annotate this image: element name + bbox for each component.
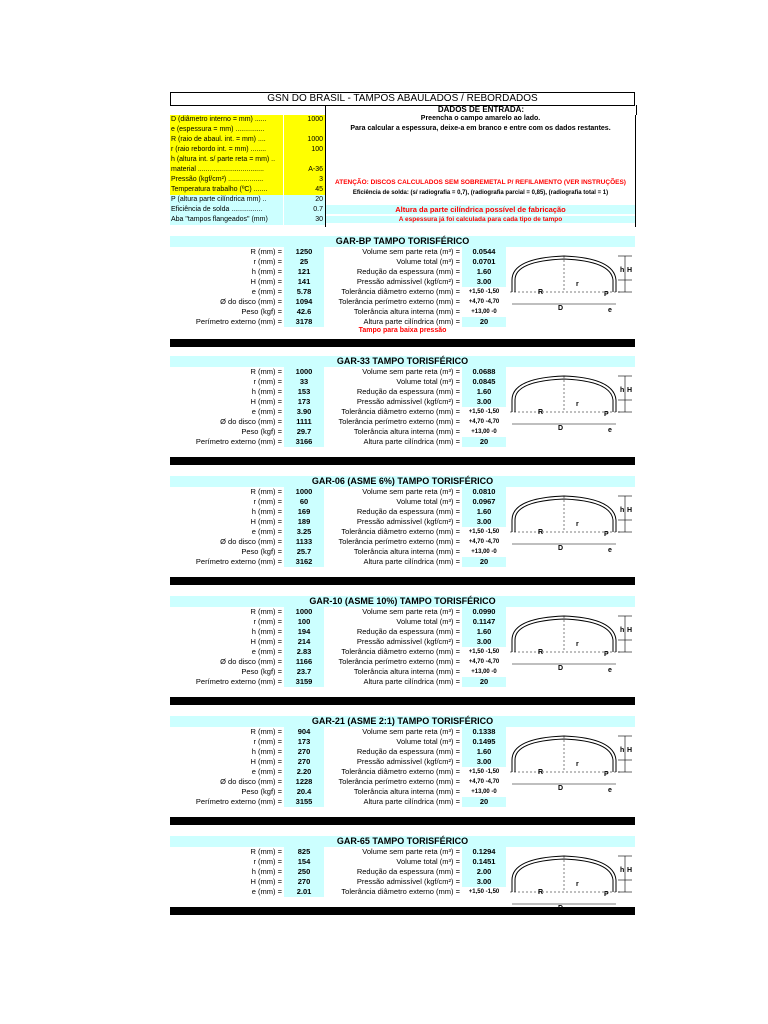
result-label: Volume sem parte reta (m³) =: [362, 247, 460, 256]
section-divider: [170, 339, 635, 347]
param-value: 3166: [284, 437, 324, 447]
result-label: Tolerância perímetro externo (mm) =: [338, 657, 460, 666]
svg-text:r: r: [576, 641, 579, 648]
result-value: 2.00: [462, 867, 506, 877]
result-label: Pressão admissível (kgf/cm²) =: [356, 757, 460, 766]
param-label: R (mm) =: [250, 607, 282, 616]
input-label: e (espessura = mm) ...............: [170, 125, 283, 135]
param-label: Perímetro externo (mm) =: [195, 437, 282, 446]
param-value: 214: [284, 637, 324, 647]
param-label: r (mm) =: [253, 737, 282, 746]
param-value: 2.20: [284, 767, 324, 777]
param-value: 100: [284, 617, 324, 627]
result-label: Volume total (m³) =: [396, 257, 460, 266]
section-title: GAR-06 (ASME 6%) TAMPO TORISFÉRICO: [170, 476, 635, 487]
param-label: e (mm) =: [251, 527, 282, 536]
inputs-heading: DADOS DE ENTRADA:: [325, 105, 637, 115]
result-label: Tolerância altura interna (mm) =: [353, 547, 460, 556]
result-value: 3.00: [462, 517, 506, 527]
svg-text:e: e: [608, 667, 612, 674]
param-label: h (mm) =: [251, 867, 282, 876]
result-value: 20: [462, 797, 506, 807]
input-row: [170, 125, 325, 135]
param-label: Perímetro externo (mm) =: [195, 557, 282, 566]
param-value: 2.83: [284, 647, 324, 657]
param-label: h (mm) =: [251, 507, 282, 516]
input-row: [170, 195, 325, 205]
svg-text:h: h: [620, 627, 625, 634]
param-value: 173: [284, 737, 324, 747]
param-label: H (mm) =: [250, 397, 282, 406]
input-row: [170, 205, 325, 215]
result-value: 0.1147: [462, 617, 506, 627]
result-value: 3.00: [462, 397, 506, 407]
result-label: Altura parte cilíndrica (mm) =: [363, 797, 460, 806]
result-label: Tolerância altura interna (mm) =: [353, 787, 460, 796]
param-value: 153: [284, 387, 324, 397]
param-value: 1000: [284, 367, 324, 377]
param-value: 173: [284, 397, 324, 407]
result-value: 3.00: [462, 877, 506, 887]
param-value: 1228: [284, 777, 324, 787]
result-value: 1.60: [462, 267, 506, 277]
result-value: 20: [462, 437, 506, 447]
input-row: [170, 165, 325, 175]
result-value: +1,50 -1,50: [468, 769, 500, 775]
input-value: 45: [284, 185, 325, 195]
param-label: Peso (kgf) =: [241, 547, 282, 556]
espessura-note: A espessura já foi calculada para cada tipo de tampo: [326, 216, 635, 223]
diagram: [508, 250, 633, 330]
result-label: Redução da espessura (mm) =: [356, 387, 460, 396]
section-divider: [170, 907, 635, 915]
svg-text:h: h: [620, 387, 625, 394]
param-value: 33: [284, 377, 324, 387]
svg-text:R: R: [538, 649, 544, 656]
result-label: Volume total (m³) =: [396, 497, 460, 506]
param-label: Perímetro externo (mm) =: [195, 317, 282, 326]
param-label: r (mm) =: [253, 857, 282, 866]
param-value: 1094: [284, 297, 324, 307]
param-label: h (mm) =: [251, 387, 282, 396]
svg-text:P: P: [604, 771, 609, 778]
result-value: 20: [462, 317, 506, 327]
result-label: Altura parte cilíndrica (mm) =: [363, 677, 460, 686]
result-value: +13,00 -0: [471, 549, 497, 555]
tampo-diagram-icon: [508, 250, 633, 320]
section-title: GAR-BP TAMPO TORISFÉRICO: [170, 236, 635, 247]
svg-text:r: r: [576, 881, 579, 888]
section-divider: [170, 817, 635, 825]
param-value: 25.7: [284, 547, 324, 557]
input-label: h (altura int. s/ parte reta = mm) ..: [170, 155, 283, 165]
param-value: 154: [284, 857, 324, 867]
param-label: h (mm) =: [251, 627, 282, 636]
result-value: 0.1495: [462, 737, 506, 747]
param-value: 29.7: [284, 427, 324, 437]
svg-text:H: H: [627, 387, 633, 394]
param-label: R (mm) =: [250, 247, 282, 256]
result-value: 0.1294: [462, 847, 506, 857]
param-label: R (mm) =: [250, 487, 282, 496]
svg-text:r: r: [576, 761, 579, 768]
param-value: 42.6: [284, 307, 324, 317]
svg-text:P: P: [604, 411, 609, 418]
svg-text:e: e: [608, 307, 612, 314]
svg-text:R: R: [538, 529, 544, 536]
svg-text:R: R: [538, 769, 544, 776]
result-value: 0.0990: [462, 607, 506, 617]
svg-text:h: h: [620, 267, 625, 274]
param-value: 1000: [284, 487, 324, 497]
sheet-title: GSN DO BRASIL - TAMPOS ABAULADOS / REBORDADOS: [170, 92, 635, 106]
result-value: 1.60: [462, 627, 506, 637]
result-label: Volume total (m³) =: [396, 857, 460, 866]
param-label: r (mm) =: [253, 617, 282, 626]
result-label: Pressão admissível (kgf/cm²) =: [356, 637, 460, 646]
svg-text:r: r: [576, 281, 579, 288]
result-label: Volume sem parte reta (m³) =: [362, 847, 460, 856]
result-value: +1,50 -1,50: [468, 409, 500, 415]
section-note: Tampo para baixa pressão: [358, 327, 447, 334]
param-label: H (mm) =: [250, 877, 282, 886]
fill-note: Preencha o campo amarelo ao lado.: [420, 115, 541, 122]
section-divider: [170, 577, 635, 585]
result-value: 0.0967: [462, 497, 506, 507]
result-value: +4,70 -4,70: [468, 539, 500, 545]
param-label: R (mm) =: [250, 727, 282, 736]
input-value: 1000: [284, 115, 325, 125]
efficiency-note: Eficiência de solda: (s/ radiografia = 0,7), (radiografia parcial = 0,85), (radiografia total = 1): [352, 190, 609, 196]
result-value: 3.00: [462, 277, 506, 287]
param-label: e (mm) =: [251, 407, 282, 416]
param-value: 60: [284, 497, 324, 507]
diagram: [508, 370, 633, 450]
input-label: D (diâmetro interno = mm) ......: [170, 115, 283, 125]
svg-text:h: h: [620, 867, 625, 874]
svg-text:H: H: [627, 747, 633, 754]
result-label: Volume sem parte reta (m³) =: [362, 487, 460, 496]
input-section: [170, 105, 635, 227]
result-value: 20: [462, 557, 506, 567]
svg-text:H: H: [627, 507, 633, 514]
input-label: r (raio rebordo int. = mm) ........: [170, 145, 283, 155]
altura-note: Altura da parte cilíndrica possível de fabricação: [326, 205, 635, 214]
input-value: 1000: [284, 135, 325, 145]
param-label: Peso (kgf) =: [241, 787, 282, 796]
param-value: 23.7: [284, 667, 324, 677]
result-value: 0.1451: [462, 857, 506, 867]
result-value: 20: [462, 677, 506, 687]
result-label: Volume sem parte reta (m³) =: [362, 367, 460, 376]
section-title: GAR-10 (ASME 10%) TAMPO TORISFÉRICO: [170, 596, 635, 607]
result-label: Tolerância perímetro externo (mm) =: [338, 537, 460, 546]
result-label: Tolerância perímetro externo (mm) =: [338, 417, 460, 426]
input-value: [284, 155, 325, 165]
diagram: [508, 730, 633, 810]
svg-text:R: R: [538, 289, 544, 296]
calc-note: Para calcular a espessura, deixe-a em branco e entre com os dados restantes.: [350, 125, 611, 132]
result-label: Tolerância altura interna (mm) =: [353, 427, 460, 436]
result-label: Tolerância altura interna (mm) =: [353, 307, 460, 316]
param-value: 825: [284, 847, 324, 857]
param-value: 1133: [284, 537, 324, 547]
svg-text:P: P: [604, 891, 609, 898]
spreadsheet: [170, 92, 635, 900]
result-label: Pressão admissível (kgf/cm²) =: [356, 877, 460, 886]
diagram: [508, 490, 633, 570]
result-label: Redução da espessura (mm) =: [356, 507, 460, 516]
result-value: 0.0810: [462, 487, 506, 497]
result-value: +1,50 -1,50: [468, 649, 500, 655]
param-value: 3155: [284, 797, 324, 807]
result-label: Altura parte cilíndrica (mm) =: [363, 437, 460, 446]
tampo-diagram-icon: [508, 730, 633, 800]
param-label: H (mm) =: [250, 277, 282, 286]
param-label: H (mm) =: [250, 757, 282, 766]
input-value: 30: [284, 215, 325, 225]
result-label: Redução da espessura (mm) =: [356, 747, 460, 756]
param-value: 270: [284, 747, 324, 757]
svg-text:e: e: [608, 427, 612, 434]
result-value: +1,50 -1,50: [468, 889, 500, 895]
param-value: 3178: [284, 317, 324, 327]
result-label: Pressão admissível (kgf/cm²) =: [356, 517, 460, 526]
section-divider: [170, 457, 635, 465]
svg-text:D: D: [558, 545, 564, 552]
result-value: +1,50 -1,50: [468, 289, 500, 295]
result-value: +4,70 -4,70: [468, 419, 500, 425]
svg-text:R: R: [538, 889, 544, 896]
input-label: R (raio de abaul. int. = mm) ....: [170, 135, 283, 145]
input-value: A-36: [284, 165, 325, 175]
param-value: 5.78: [284, 287, 324, 297]
result-value: 0.0845: [462, 377, 506, 387]
param-value: 194: [284, 627, 324, 637]
result-label: Volume total (m³) =: [396, 737, 460, 746]
result-label: Volume total (m³) =: [396, 377, 460, 386]
param-label: e (mm) =: [251, 287, 282, 296]
svg-text:H: H: [627, 867, 633, 874]
result-value: +4,70 -4,70: [468, 659, 500, 665]
param-label: r (mm) =: [253, 377, 282, 386]
param-label: Perímetro externo (mm) =: [195, 677, 282, 686]
diagram: [508, 850, 633, 930]
param-label: Peso (kgf) =: [241, 667, 282, 676]
result-label: Tolerância diâmetro externo (mm) =: [341, 287, 460, 296]
param-value: 270: [284, 757, 324, 767]
param-value: 121: [284, 267, 324, 277]
result-value: 0.0544: [462, 247, 506, 257]
param-label: h (mm) =: [251, 747, 282, 756]
svg-text:e: e: [608, 787, 612, 794]
input-label: Pressão (kgf/cm²) ..................: [170, 175, 283, 185]
param-label: Ø do disco (mm) =: [220, 657, 282, 666]
input-value: [284, 125, 325, 135]
svg-text:P: P: [604, 651, 609, 658]
svg-text:P: P: [604, 291, 609, 298]
svg-text:R: R: [538, 409, 544, 416]
param-label: h (mm) =: [251, 267, 282, 276]
input-row: [170, 175, 325, 185]
param-value: 189: [284, 517, 324, 527]
param-label: H (mm) =: [250, 517, 282, 526]
result-value: 0.0701: [462, 257, 506, 267]
param-value: 3162: [284, 557, 324, 567]
param-value: 1000: [284, 607, 324, 617]
param-label: Ø do disco (mm) =: [220, 537, 282, 546]
input-label: Eficiência de solda ................: [170, 205, 283, 215]
tampo-diagram-icon: [508, 490, 633, 560]
param-value: 3.90: [284, 407, 324, 417]
result-label: Redução da espessura (mm) =: [356, 267, 460, 276]
result-label: Tolerância diâmetro externo (mm) =: [341, 767, 460, 776]
param-label: R (mm) =: [250, 847, 282, 856]
result-value: +4,70 -4,70: [468, 299, 500, 305]
param-value: 3.25: [284, 527, 324, 537]
param-value: 250: [284, 867, 324, 877]
svg-text:D: D: [558, 665, 564, 672]
svg-text:h: h: [620, 747, 625, 754]
result-label: Tolerância altura interna (mm) =: [353, 667, 460, 676]
param-value: 1250: [284, 247, 324, 257]
param-value: 1166: [284, 657, 324, 667]
param-label: Peso (kgf) =: [241, 427, 282, 436]
svg-text:D: D: [558, 785, 564, 792]
svg-text:H: H: [627, 627, 633, 634]
input-row: [170, 145, 325, 155]
param-value: 3159: [284, 677, 324, 687]
result-label: Pressão admissível (kgf/cm²) =: [356, 397, 460, 406]
result-label: Tolerância diâmetro externo (mm) =: [341, 887, 460, 896]
result-label: Tolerância diâmetro externo (mm) =: [341, 647, 460, 656]
param-value: 25: [284, 257, 324, 267]
input-value: 20: [284, 195, 325, 205]
input-row: [170, 185, 325, 195]
diagram: [508, 610, 633, 690]
result-label: Redução da espessura (mm) =: [356, 867, 460, 876]
section-title: GAR-65 TAMPO TORISFÉRICO: [170, 836, 635, 847]
result-label: Tolerância diâmetro externo (mm) =: [341, 527, 460, 536]
param-value: 169: [284, 507, 324, 517]
svg-text:r: r: [576, 401, 579, 408]
result-label: Redução da espessura (mm) =: [356, 627, 460, 636]
result-label: Tolerância diâmetro externo (mm) =: [341, 407, 460, 416]
result-label: Tolerância perímetro externo (mm) =: [338, 297, 460, 306]
param-label: Perímetro externo (mm) =: [195, 797, 282, 806]
param-label: r (mm) =: [253, 497, 282, 506]
input-label: Temperatura trabalho (ºC) .......: [170, 185, 283, 195]
instructions-panel: [325, 115, 636, 227]
param-label: Ø do disco (mm) =: [220, 777, 282, 786]
param-label: e (mm) =: [251, 887, 282, 896]
input-label: P (altura parte cilíndrica mm) ..: [170, 195, 283, 205]
param-value: 904: [284, 727, 324, 737]
result-label: Altura parte cilíndrica (mm) =: [363, 557, 460, 566]
param-label: Peso (kgf) =: [241, 307, 282, 316]
result-value: +13,00 -0: [471, 789, 497, 795]
result-value: 0.0688: [462, 367, 506, 377]
input-row: [170, 115, 325, 125]
param-value: 1111: [284, 417, 324, 427]
param-value: 20.4: [284, 787, 324, 797]
result-value: +1,50 -1,50: [468, 529, 500, 535]
param-value: 141: [284, 277, 324, 287]
result-label: Altura parte cilíndrica (mm) =: [363, 317, 460, 326]
param-label: r (mm) =: [253, 257, 282, 266]
tampo-diagram-icon: [508, 610, 633, 680]
input-label: Aba "tampos flangeados" (mm): [170, 215, 283, 225]
section-title: GAR-33 TAMPO TORISFÉRICO: [170, 356, 635, 367]
result-value: +13,00 -0: [471, 309, 497, 315]
result-label: Tolerância perímetro externo (mm) =: [338, 777, 460, 786]
input-row: [170, 155, 325, 165]
result-value: +4,70 -4,70: [468, 779, 500, 785]
param-value: 270: [284, 877, 324, 887]
result-label: Volume sem parte reta (m³) =: [362, 607, 460, 616]
param-value: 2.01: [284, 887, 324, 897]
param-label: e (mm) =: [251, 647, 282, 656]
param-label: H (mm) =: [250, 637, 282, 646]
svg-text:h: h: [620, 507, 625, 514]
svg-text:D: D: [558, 425, 564, 432]
tampo-diagram-icon: [508, 370, 633, 440]
param-label: R (mm) =: [250, 367, 282, 376]
result-value: 1.60: [462, 387, 506, 397]
result-value: +13,00 -0: [471, 429, 497, 435]
result-label: Pressão admissível (kgf/cm²) =: [356, 277, 460, 286]
result-value: 3.00: [462, 757, 506, 767]
svg-text:r: r: [576, 521, 579, 528]
input-label: material ..................................: [170, 165, 283, 175]
input-row: [170, 135, 325, 145]
attention-note: ATENÇÃO: DISCOS CALCULADOS SEM SOBREMETAL P/ REFILAMENTO (VER INSTRUÇÕES): [335, 179, 626, 186]
section-title: GAR-21 (ASME 2:1) TAMPO TORISFÉRICO: [170, 716, 635, 727]
input-value: 0.7: [284, 205, 325, 215]
svg-text:H: H: [627, 267, 633, 274]
result-value: 1.60: [462, 747, 506, 757]
result-label: Volume total (m³) =: [396, 617, 460, 626]
input-row: [170, 215, 325, 225]
result-value: 1.60: [462, 507, 506, 517]
input-value: 100: [284, 145, 325, 155]
param-label: Ø do disco (mm) =: [220, 417, 282, 426]
svg-text:D: D: [558, 305, 564, 312]
param-label: e (mm) =: [251, 767, 282, 776]
input-value: 3: [284, 175, 325, 185]
result-value: +13,00 -0: [471, 669, 497, 675]
result-label: Volume sem parte reta (m³) =: [362, 727, 460, 736]
result-value: 0.1338: [462, 727, 506, 737]
result-value: 3.00: [462, 637, 506, 647]
section-divider: [170, 697, 635, 705]
svg-text:e: e: [608, 547, 612, 554]
svg-text:P: P: [604, 531, 609, 538]
param-label: Ø do disco (mm) =: [220, 297, 282, 306]
